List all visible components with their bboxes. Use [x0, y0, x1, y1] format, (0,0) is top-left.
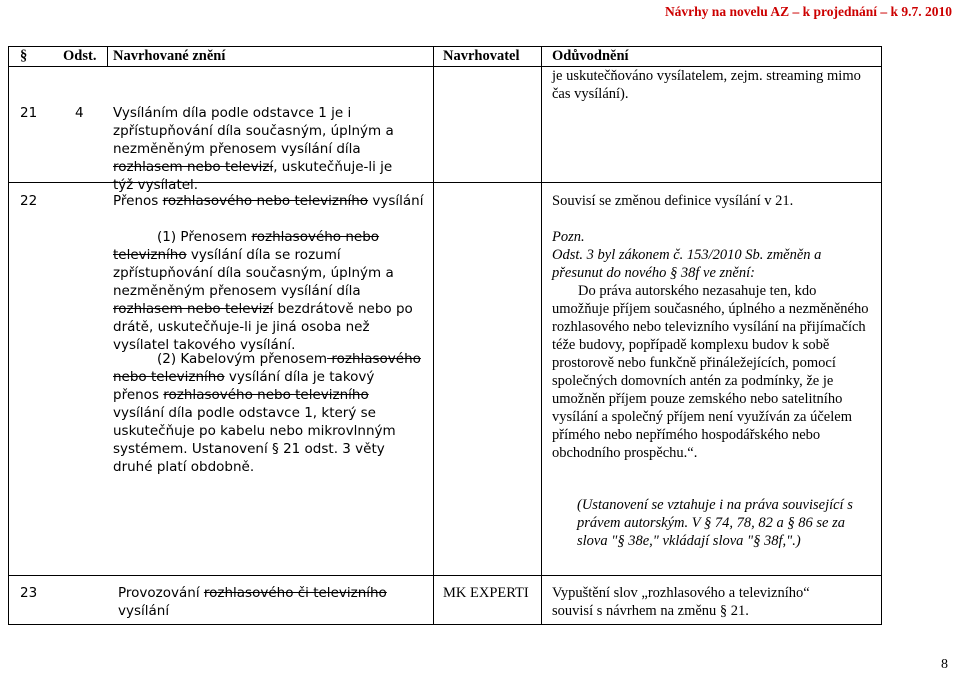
col-header-paragraph: § [20, 48, 28, 64]
col-divider-text-proposer [433, 46, 434, 625]
col-header-proposed-text: Navrhované znění [113, 48, 226, 64]
table-right-border [881, 46, 882, 625]
row22-quoted-provision: Do práva autorského nezasahuje ten, kdo umožňuje příjem současného, úplného a nezměněného rozhlasového nebo televizního vysílání na přijímačích téže budovy, popřípadě komplexu budov k sobě prostorově nebo funkčně přináležejících, pomocí společných domovních antén za podmínky, že je umožněn příjem pouze zemského nebo satelitního vysílání a společný příjem není využíván za účelem přímého nebo nepřímého hospodářského nebo obchodního prospěchu.“. [552, 283, 869, 461]
row22-note-related-rights: (Ustanovení se vztahuje i na práva související s právem autorským. V § 74, 78, 82 a § 86 se za slova "§ 38e," vkládají slova "§ 38f,".) [577, 497, 853, 549]
page-number: 8 [941, 657, 948, 672]
row23-title: Provozování rozhlasového či televizního vysílání [118, 585, 387, 619]
row23-proposer: MK EXPERTI [443, 585, 529, 601]
row23-reason: Vypuštění slov „rozhlasového a televizního“ souvisí s návrhem na změnu § 21. [552, 585, 810, 619]
row22-note-line: Odst. 3 byl zákonem č. 153/2010 Sb. změněn a přesunut do nového § 38f ve znění: [552, 247, 822, 281]
carryover-reason: je uskutečňováno vysílatelem, zejm. streaming mimo čas vysílání). [552, 68, 861, 102]
row22-paragraph-1: (1) Přenosem rozhlasového nebo televizního vysílání díla se rozumí zpřístupňování díla současným, úplným a nezměněným přenosem vysílání díla rozhlasem nebo televizí bezdrátově nebo po drátě, uskutečňuje-li je jiná osoba než vysílatel takového vysílání. [113, 229, 413, 353]
table-left-border [8, 46, 9, 625]
col-header-odst: Odst. [63, 48, 97, 64]
row22-title: Přenos rozhlasového nebo televizního vysílání [113, 193, 424, 209]
col-header-proposer: Navrhovatel [443, 48, 520, 64]
draft-status-note: Návrhy na novelu AZ – k projednání – k 9.7. 2010 [664, 4, 952, 19]
col-divider-proposer-reason [541, 46, 542, 625]
col-divider-odst-text [107, 46, 108, 66]
row22-bottom-border [8, 575, 882, 576]
row22-note-label: Pozn. [552, 229, 585, 245]
row21-paragraph: 21 [20, 105, 38, 121]
row22-paragraph-2: (2) Kabelovým přenosem rozhlasového nebo televizního vysílání díla je takový přenos rozhlasového nebo televizního vysílání díla podle odstavce 1, který se uskutečňuje po kabelu nebo mikrovlnným systémem. Ustanovení § 21 odst. 3 věty druhé platí obdobně. [113, 351, 421, 475]
row21-proposed-text: Vysíláním díla podle odstavce 1 je i zpřístupňování díla současným, úplným a nezměněným přenosem vysílání díla rozhlasem nebo televizí, uskutečňuje-li je týž vysílatel. [113, 105, 394, 193]
row22-paragraph: 22 [20, 193, 38, 209]
col-header-reason: Odůvodnění [552, 48, 629, 64]
table-bottom-border [8, 624, 882, 625]
row23-paragraph: 23 [20, 585, 38, 601]
row21-odst: 4 [75, 105, 84, 121]
row22-reason: Souvisí se změnou definice vysílání v 21. [552, 193, 794, 209]
